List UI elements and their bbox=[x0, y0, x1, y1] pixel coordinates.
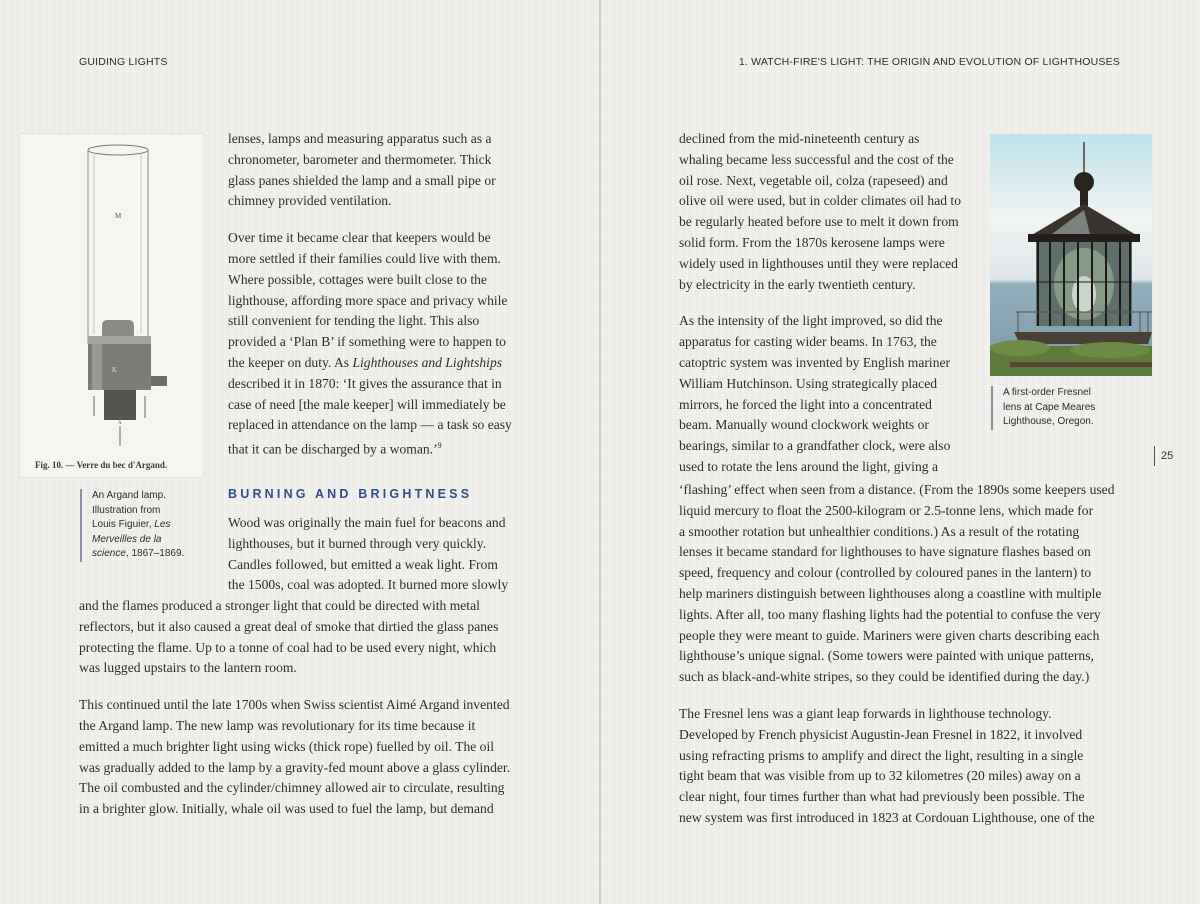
caption-line: Illustration from bbox=[92, 504, 161, 516]
text-line: more settled if their families could live with them. bbox=[228, 250, 501, 266]
text-line: beam. Manually wound clockwork weights or bbox=[679, 417, 929, 433]
text-line: bearings, similar to a grandfather clock, were also bbox=[679, 438, 951, 454]
text-line: catoptric system was invented by English mariner bbox=[679, 354, 951, 370]
text-line: lighthouse’s unique signal. (Some towers were painted with unique patterns, bbox=[679, 648, 1094, 664]
text-line: Wood was originally the main fuel for beacons and bbox=[228, 515, 506, 530]
argand-lamp-drawing bbox=[20, 134, 203, 477]
footnote-reference[interactable]: 9 bbox=[437, 441, 442, 451]
text-line: As the intensity of the light improved, so did the bbox=[679, 313, 943, 329]
text-line: reflectors, but it also caused a great deal of smoke that dirtied the glass panes bbox=[79, 618, 499, 634]
right-running-head: 1. WATCH-FIRE'S LIGHT: THE ORIGIN AND EVOLUTION OF LIGHTHOUSES bbox=[738, 56, 1120, 68]
text-line: used to rotate the lens around the light, giving a bbox=[679, 458, 938, 474]
text-line: a smoother rotation but unhealthier conditions.) As a result of the rotating bbox=[679, 523, 1080, 539]
text-line: Developed by French physicist Augustin-Jean Fresnel in 1822, it involved bbox=[679, 726, 1083, 742]
text-line: described it in 1870: ‘It gives the assurance that in bbox=[228, 375, 502, 391]
paragraph bbox=[79, 695, 510, 820]
text-line: was lugged upstairs to the lantern room. bbox=[79, 660, 297, 676]
caption-line: , 1867–1869. bbox=[125, 548, 185, 559]
text-line: oil rose. Next, vegetable oil, colza (rapeseed) and bbox=[679, 172, 948, 188]
paragraph bbox=[679, 311, 961, 477]
caption-italic-title: science bbox=[92, 548, 126, 559]
caption-line: Louis Figuier, bbox=[92, 519, 155, 530]
text-line: the keeper on duty. As bbox=[228, 354, 353, 370]
text-line: clear night, four times further than what had previously been possible. The bbox=[679, 789, 1085, 805]
text-line: liquid mercury to float the 2500-kilogram or 2.5-tonne lens, which made for bbox=[679, 502, 1094, 518]
text-line: widely used in lighthouses until they were replaced bbox=[679, 255, 958, 271]
right-column-text bbox=[679, 129, 961, 478]
lighthouse-lantern-image bbox=[990, 134, 1152, 376]
text-line: Over time it became clear that keepers would be bbox=[228, 230, 491, 246]
text-line: the Argand lamp. The new lamp was revolutionary for its time because it bbox=[79, 717, 476, 733]
paragraph bbox=[679, 704, 1115, 829]
text-line: the 1500s, coal was adopted. It burned more slowly bbox=[228, 577, 509, 593]
text-line: tight beam that was visible from up to 32 kilometres (20 miles) away on a bbox=[679, 768, 1081, 784]
text-line: chimney provided ventilation. bbox=[228, 193, 392, 209]
text-line: new system was first introduced in 1823 at Cordouan Lighthouse, one of the bbox=[679, 809, 1095, 825]
text-line: emitted a much brighter light using wicks (thick rope) fuelled by oil. The oil bbox=[79, 738, 495, 754]
text-line: protecting the flame. Up to a tonne of coal had to be used every night, which bbox=[79, 639, 497, 655]
paragraph bbox=[79, 596, 510, 679]
text-line: ‘flashing’ effect when seen from a distance. (From the 1890s some keepers used bbox=[679, 482, 1115, 497]
text-line: lighthouses, but it burned through very quickly. bbox=[228, 535, 487, 551]
text-line: that it can be discharged by a woman.’ bbox=[228, 441, 438, 457]
left-full-width-text bbox=[79, 596, 510, 820]
plate-letter-m: M bbox=[115, 212, 122, 220]
paragraph bbox=[228, 228, 512, 460]
text-line: solid form. From the 1870s kerosene lamps were bbox=[679, 234, 945, 250]
book-title: Lighthouses and Lightships bbox=[352, 354, 503, 370]
text-line: lights. After all, too many flashing lights had the potential to confuse the very bbox=[679, 606, 1101, 622]
left-column-text-2 bbox=[228, 513, 508, 596]
caption-line: Lighthouse, Oregon. bbox=[1003, 416, 1094, 427]
text-line: The oil combusted and the cylinder/chimney allowed air to circulate, resulting bbox=[79, 780, 505, 796]
text-line: and the flames produced a stronger light that could be directed with metal bbox=[79, 598, 480, 613]
text-line: still convenient for tending the light. This also bbox=[228, 313, 480, 329]
caption-line: lens at Cape Meares bbox=[1003, 401, 1096, 413]
text-line: be regularly heated before use to melt it down from bbox=[679, 214, 959, 230]
text-line: using refracting prisms to amplify and direct the light, resulting in a single bbox=[679, 747, 1084, 763]
argand-lamp-illustration bbox=[20, 134, 203, 477]
fresnel-lens-caption bbox=[991, 386, 1123, 430]
section-heading: BURNING AND BRIGHTNESS bbox=[228, 487, 473, 501]
text-line: declined from the mid-nineteenth century as bbox=[679, 131, 920, 146]
text-line: The Fresnel lens was a giant leap forwards in lighthouse technology. bbox=[679, 705, 1052, 721]
text-line: whaling became less successful and the cost of the bbox=[679, 151, 954, 167]
plate-letter-a: A bbox=[118, 421, 122, 426]
paragraph bbox=[228, 129, 512, 212]
text-line: by electricity in the early twentieth century. bbox=[679, 276, 916, 292]
text-line: apparatus for casting wider beams. In 1763, the bbox=[679, 334, 937, 350]
text-line: Candles followed, but emitted a weak light. From bbox=[228, 556, 498, 572]
text-line: people they were meant to guide. Mariners were given charts describing each bbox=[679, 627, 1100, 643]
paragraph bbox=[679, 480, 1115, 688]
text-line: lenses it became standard for lighthouses to have signature flashes based on bbox=[679, 544, 1091, 560]
text-line: replaced in attendance on the lamp — a task so easy bbox=[228, 417, 512, 433]
text-line: olive oil were used, but in colder climates oil had to bbox=[679, 193, 961, 209]
page-number: 25 bbox=[1154, 446, 1173, 466]
text-line: lenses, lamps and measuring apparatus such as a bbox=[228, 131, 492, 146]
text-line: Where possible, cottages were built close to the bbox=[228, 271, 487, 287]
text-line: such as black-and-white stripes, so they could be identified during the day.) bbox=[679, 669, 1090, 685]
paragraph bbox=[679, 129, 961, 295]
cape-meares-lighthouse-photo bbox=[990, 134, 1152, 376]
plate-letter-k: K bbox=[112, 366, 118, 374]
text-line: in a brighter glow. Initially, whale oil was used to fuel the lamp, but demand bbox=[79, 801, 494, 817]
left-running-head: GUIDING LIGHTS bbox=[79, 56, 168, 68]
book-gutter bbox=[599, 0, 601, 904]
text-line: case of need [the male keeper] will immediately be bbox=[228, 396, 506, 412]
text-line: was gradually added to the lamp by a gravity-fed mount above a glass cylinder. bbox=[79, 759, 511, 775]
text-line: mirrors, he forced the light into a concentrated bbox=[679, 396, 932, 412]
caption-line: An Argand lamp. bbox=[92, 490, 166, 501]
text-line: chronometer, barometer and thermometer. Thick bbox=[228, 151, 492, 167]
text-line: speed, frequency and colour (controlled by coloured panes in the lantern) to bbox=[679, 565, 1092, 581]
text-line: help mariners distinguish between lighthouses along a coastline with multiple bbox=[679, 585, 1102, 601]
figure-plate-label: Fig. 10. — Verre du bec d'Argand. bbox=[35, 460, 168, 470]
argand-lamp-caption bbox=[80, 489, 212, 562]
text-line: provided a ‘Plan B’ if something were to happen to bbox=[228, 334, 506, 350]
left-column-text bbox=[228, 129, 512, 460]
caption-italic-title: Merveilles de la bbox=[92, 533, 162, 545]
caption-italic-title: Les bbox=[154, 519, 171, 530]
text-line: glass panes shielded the lamp and a small pipe or bbox=[228, 172, 496, 188]
text-line: William Hutchinson. Using strategically placed bbox=[679, 375, 938, 391]
text-line: lighthouse, affording more space and privacy while bbox=[228, 292, 508, 308]
text-line: This continued until the late 1700s when Swiss scientist Aimé Argand invented bbox=[79, 697, 510, 713]
right-full-width-text bbox=[679, 480, 1115, 829]
caption-line: A first-order Fresnel bbox=[1003, 387, 1091, 398]
